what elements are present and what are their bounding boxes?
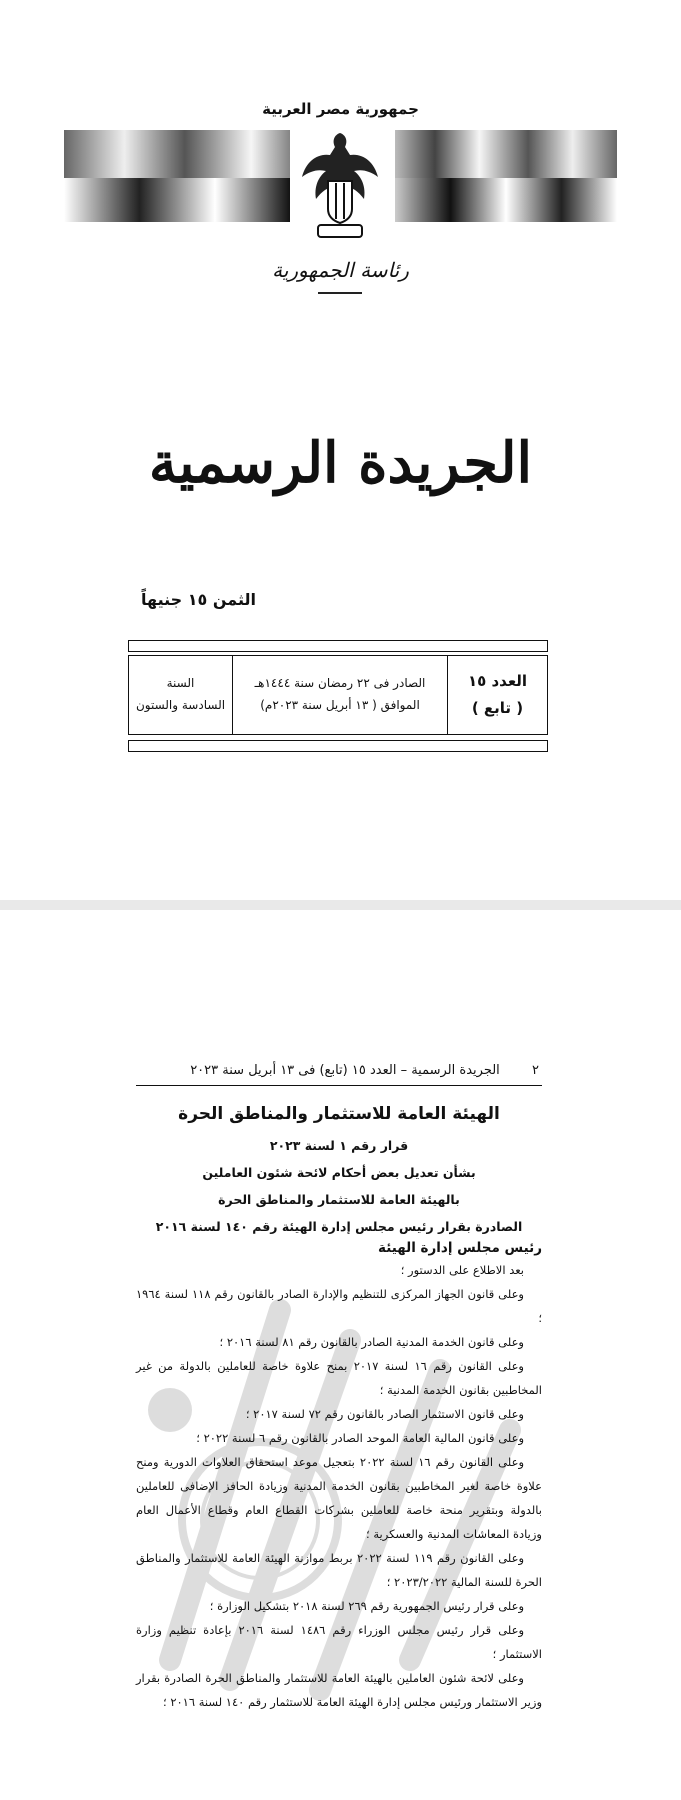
- issue-info-box: [128, 655, 548, 735]
- republic-name: جمهورية مصر العربية: [262, 100, 419, 118]
- price-label: الثمن ١٥ جنيهاً: [141, 590, 256, 609]
- preamble-paragraph: بعد الاطلاع على الدستور ؛: [400, 1263, 524, 1277]
- decree-subject-3: الصادرة بقرار رئيس مجلس إدارة الهيئة رقم ١٤٠ لسنة ٢٠١٦: [155, 1219, 523, 1234]
- chairman-heading: رئيس مجلس إدارة الهيئة: [378, 1240, 542, 1256]
- issue-number: العدد ١٥: [467, 672, 528, 690]
- preamble-paragraph: وعلى قرار رئيس الجمهورية رقم ٢٦٩ لسنة ٢٠١٨ بتشكيل الوزارة ؛: [209, 1599, 524, 1613]
- header-rule: [136, 1085, 542, 1086]
- year-cell: [129, 656, 232, 734]
- issue-cell: [447, 656, 547, 734]
- year-label: السنة: [166, 676, 195, 691]
- bottom-divider-bar: [128, 740, 548, 752]
- eagle-emblem-icon: [290, 125, 390, 245]
- decree-subject-2: بالهيئة العامة للاستثمار والمناطق الحرة: [218, 1192, 460, 1207]
- preamble-paragraph: وعلى لائحة شئون العاملين بالهيئة العامة للاستثمار والمناطق الحرة الصادرة بقرار وزير الاستثمار ورئيس مجلس إدارة الهيئة العامة للاستثمار رقم ١٤٠ لسنة ٢٠١٦ ؛: [136, 1671, 542, 1709]
- preamble-paragraph: وعلى قانون المالية العامة الموحد الصادر بالقانون رقم ٦ لسنة ٢٠٢٢ ؛: [196, 1431, 524, 1445]
- decree-body: [136, 1098, 542, 1714]
- issue-continuation: ( تابع ): [471, 699, 524, 717]
- preamble-paragraph: وعلى قانون الاستثمار الصادر بالقانون رقم ٧٢ لسنة ٢٠١٧ ؛: [245, 1407, 524, 1421]
- hijri-date: الصادر فى ٢٢ رمضان سنة ١٤٤٤هـ: [254, 676, 426, 691]
- preamble-paragraph: وعلى قرار رئيس مجلس الوزراء رقم ١٤٨٦ لسنة ٢٠١٦ بإعادة تنظيم وزارة الاستثمار ؛: [136, 1623, 542, 1661]
- preamble-paragraph: وعلى القانون رقم ١٦ لسنة ٢٠٢٢ بتعجيل موعد استحقاق العلاوات الدورية ومنح علاوة خاصة لغير المخاطبين بقانون الخدمة المدنية وزيادة الحافز الإضافى للعاملين بالدولة وبتقرير منحة خاصة للعاملين بشركات القطاع العام وقطاع الأعمال العام وزيادة المعاشات المدنية والعسكرية ؛: [136, 1455, 542, 1541]
- preamble-paragraph: وعلى قانون الخدمة المدنية الصادر بالقانون رقم ٨١ لسنة ٢٠١٦ ؛: [219, 1335, 524, 1349]
- presidency-underline: [318, 292, 362, 294]
- authority-title: الهيئة العامة للاستثمار والمناطق الحرة: [178, 1104, 500, 1124]
- preamble-paragraph: وعلى القانون رقم ١١٩ لسنة ٢٠٢٢ بربط موازنة الهيئة العامة للاستثمار والمناطق الحرة للسنة المالية ٢٠٢٣/٢٠٢٢ ؛: [136, 1551, 542, 1589]
- gregorian-date: الموافق ( ١٣ أبريل سنة ٢٠٢٣م): [260, 698, 420, 712]
- flag-band-right-lower: [395, 178, 617, 222]
- decree-subject-1: بشأن تعديل بعض أحكام لائحة شئون العاملين: [202, 1165, 476, 1180]
- preamble-paragraph: وعلى القانون رقم ١٦ لسنة ٢٠١٧ بمنح علاوة خاصة للعاملين بالدولة من غير المخاطبين بقانون الخدمة المدنية ؛: [136, 1359, 542, 1397]
- date-cell: [232, 656, 447, 734]
- top-divider-bar: [128, 640, 548, 652]
- preamble-paragraph: وعلى قانون الجهاز المركزى للتنظيم والإدارة الصادر بالقانون رقم ١١٨ لسنة ١٩٦٤ ؛: [136, 1287, 542, 1325]
- decree-number: قرار رقم ١ لسنة ٢٠٢٣: [269, 1138, 409, 1153]
- running-header: الجريدة الرسمية – العدد ١٥ (تابع) فى ١٣ أبريل سنة ٢٠٢٣: [190, 1063, 500, 1078]
- page-number: ٢: [532, 1063, 539, 1078]
- presidency-label: رئاسة الجمهورية: [272, 258, 409, 282]
- year-value: السادسة والستون: [135, 698, 226, 712]
- gazette-title: الجريدة الرسمية: [148, 430, 533, 496]
